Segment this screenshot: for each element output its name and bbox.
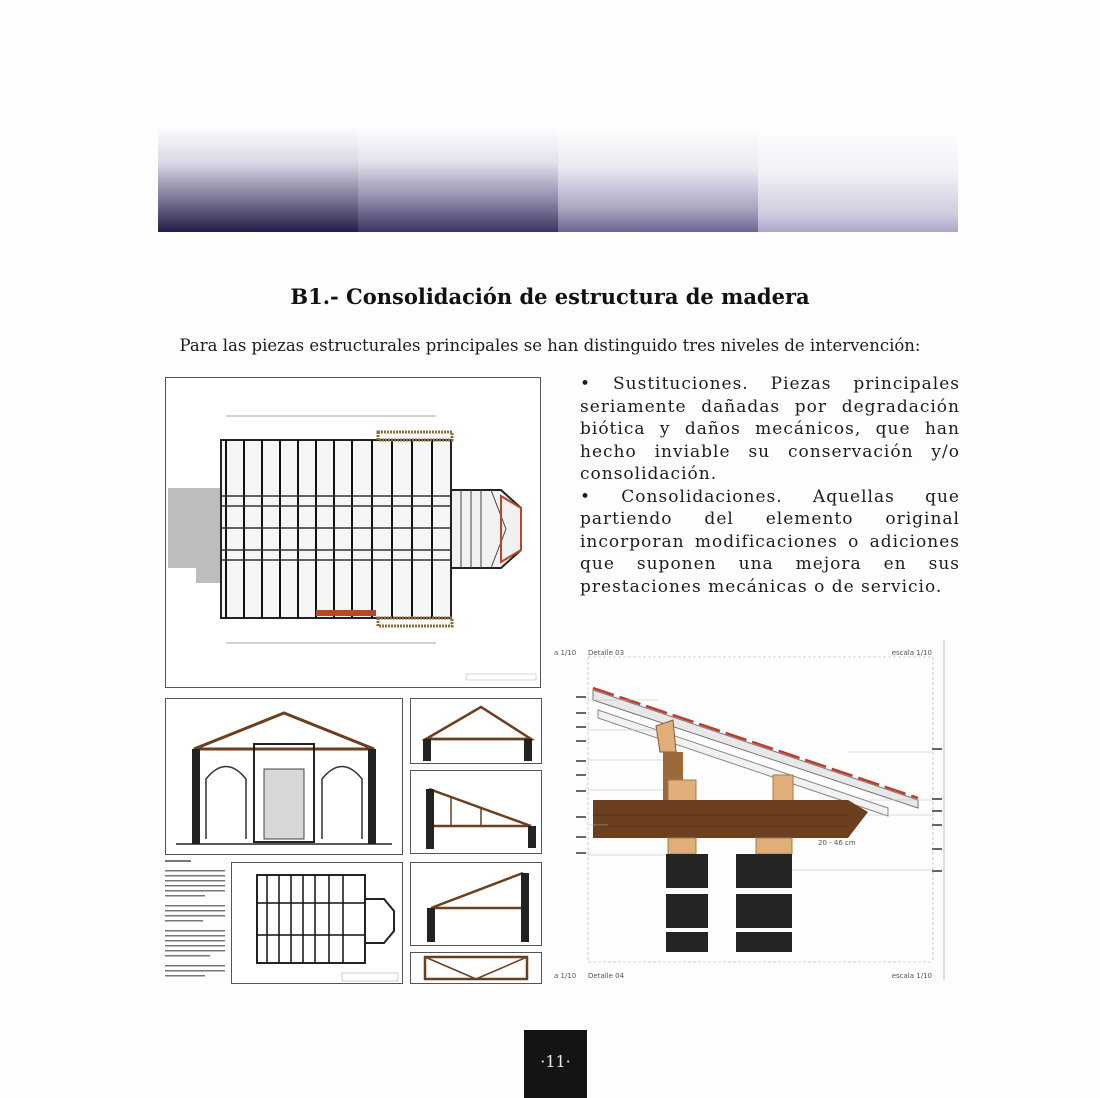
header-band-2 — [358, 125, 558, 232]
small-text-lines — [165, 860, 227, 980]
truss-drawing-3 — [411, 863, 541, 945]
truss-figure-1 — [410, 698, 542, 764]
detail-top-title: Detalle 03 — [588, 649, 625, 657]
truss-drawing-2 — [411, 771, 541, 853]
detail-dimension: 20 - 46 cm — [818, 839, 856, 847]
roof-plan-drawing — [232, 863, 402, 983]
intro-text: Para las piezas estructurales principales se han distinguido tres niveles de intervención: — [179, 336, 921, 355]
page-number: ·11· — [524, 1030, 587, 1098]
detail-left-scale-top: a 1/10 — [554, 649, 577, 657]
truss-figure-2 — [410, 770, 542, 854]
detail-left-scale-bottom: a 1/10 — [554, 972, 577, 980]
bullet-consolidaciones: • Consolidaciones. Aquellas que partiendo del elemento original incorporan modificaciones o adiciones que suponen una mejora en sus prestaciones mecánicas o de servicio. — [580, 486, 960, 597]
bullet-sustituciones: • Sustituciones. Piezas principales seriamente dañadas por degradación biótica y daños mecánicos, que han hecho inviable su conservación y/o consolidación. — [580, 374, 960, 484]
header-band-4 — [758, 125, 958, 232]
truss-drawing-4 — [411, 953, 541, 983]
truss-drawing-1 — [411, 699, 541, 763]
detail-drawing — [548, 640, 948, 982]
header-band-3 — [558, 125, 758, 232]
floor-plan-drawing — [166, 378, 540, 687]
roof-plan-figure — [231, 862, 403, 984]
detail-bottom-title: Detalle 04 — [588, 972, 625, 980]
cross-section-figure — [165, 698, 403, 855]
truss-figure-4 — [410, 952, 542, 984]
truss-figure-3 — [410, 862, 542, 946]
floor-plan-figure — [165, 377, 541, 688]
small-text-column — [165, 860, 227, 980]
detail-bottom-scale: escala 1/10 — [891, 972, 932, 980]
section-heading: B1.- Consolidación de estructura de madera — [290, 284, 810, 309]
detail-figure — [548, 640, 948, 982]
detail-top-scale: escala 1/10 — [891, 649, 932, 657]
bullet-list — [580, 373, 960, 598]
cross-section-drawing — [166, 699, 402, 854]
header-band-1 — [158, 125, 358, 232]
